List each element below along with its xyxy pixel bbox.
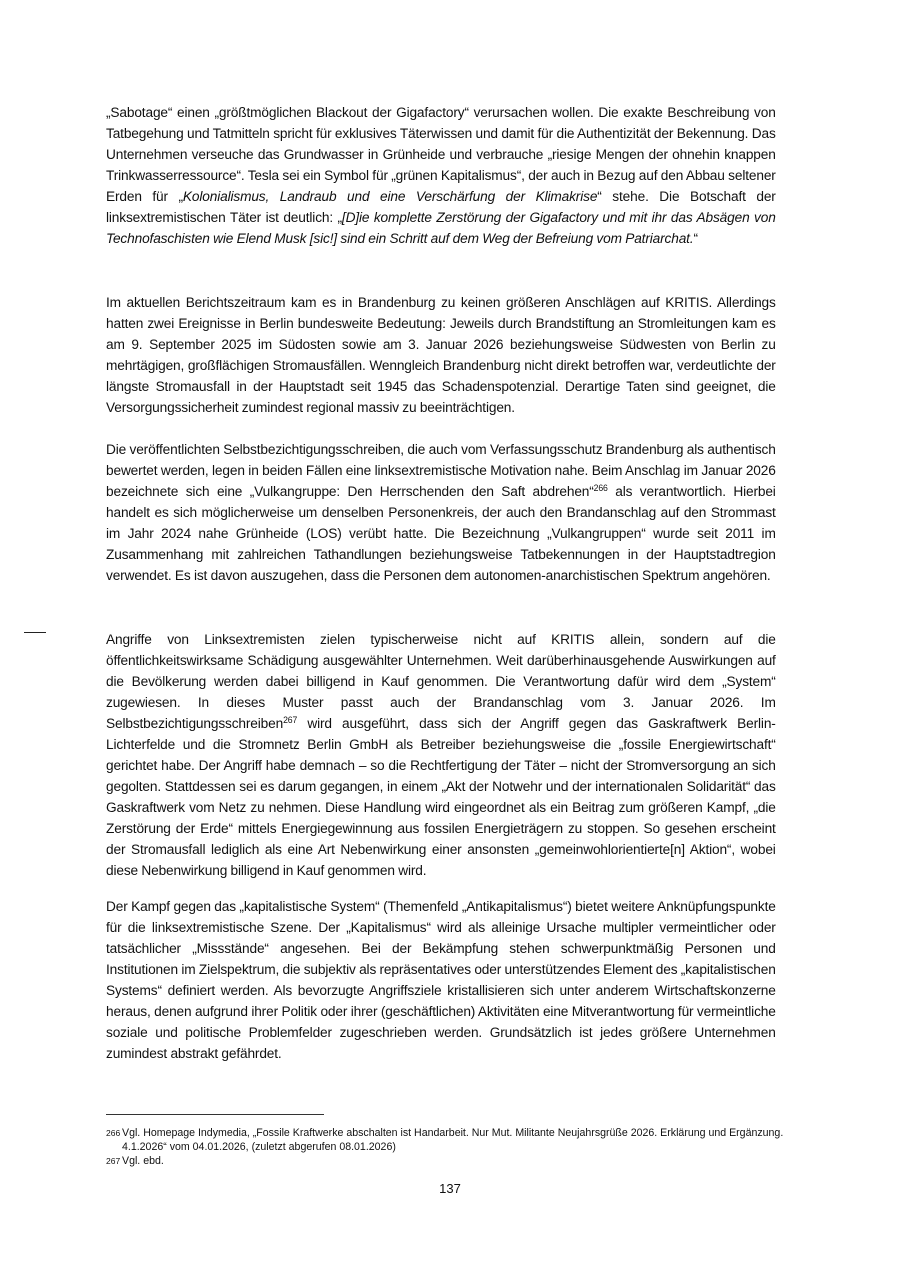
margin-mark: [24, 632, 46, 633]
body-paragraph: [106, 630, 776, 882]
paragraph-text: als verantwortlich. Hierbei handelt es sich möglicherweise um denselben Personenkreis, der auch den Brandanschlag auf den Strommast im Jahr 2024 nahe Grünheide (LOS) verübt hatte. Die Bezeichnung „Vulkangruppen“ wurde seit 2011 im Zusammenhang mit zahlreichen Tathandlungen beziehungsweise Tatbekennungen in der Hauptstadtregion verwendet. Es ist davon auszugehen, dass die Personen dem autonomen-anarchistischen Spektrum angehören.: [106, 484, 776, 584]
footnote-number: 267: [106, 1156, 121, 1166]
paragraph-text: Der Kampf gegen das „kapitalistische System“ (Themenfeld „Antikapitalismus“) bietet weitere Anknüpfungspunkte für die linksextremistische Szene. Der „Kapitalismus“ wird als alleinige Ursache multipler vermeintlicher oder tatsächlicher „Missstände“ angesehen. Bei der Bekämpfung stehen schwerpunktmäßig Personen und Institutionen im Zielspektrum, die subjektiv als repräsentatives oder unterstützendes Element des „kapitalistischen Systems“ definiert werden. Als bevorzugte Angriffsziele kristallisieren sich unter anderem Wirtschaftskonzerne heraus, denen aufgrund ihrer Politik oder ihrer (geschäftlichen) Aktivitäten eine Mitverantwortung für vermeintliche soziale und politische Problemfelder zugeschrieben werden. Grundsätzlich ist jedes größere Unternehmen zumindest abstrakt gefährdet.: [106, 899, 776, 1062]
footnote-number: 266: [106, 1128, 121, 1138]
footnote: [106, 1154, 800, 1168]
body-paragraph: [106, 897, 776, 1065]
footnote-separator: [106, 1114, 324, 1115]
quoted-text: Kolonialismus, Landraub und eine Verschärfung der Klimakrise: [182, 189, 598, 205]
body-paragraph: [106, 293, 776, 419]
paragraph-text: Die veröffentlichten Selbstbezichtigungsschreiben, die auch vom Verfassungsschutz Brandenburg als authentisch bewertet werden, legen in beiden Fällen eine linksextremistische Motivation nahe. Beim Anschlag im Januar 2026 bezeichnete sich eine „Vulkangruppe: Den Herrschenden den Saft abdrehen“: [106, 442, 776, 500]
body-paragraph: [106, 440, 776, 587]
quoted-text: [D]ie komplette Zerstörung der Gigafactory und mit ihr das Absägen von Technofaschisten wie Elend Musk [sic!] sind ein Schritt auf dem Weg der Befreiung vom Patriarchat.: [106, 210, 776, 247]
footnote-reference: 266: [593, 483, 608, 493]
paragraph-text: wird ausgeführt, dass sich der Angriff gegen das Gaskraftwerk Berlin-Lichterfelde und die Stromnetz Berlin GmbH als Betreiber beziehungsweise die „fossile Energiewirtschaft“ gerichtet habe. Der Angriff habe demnach – so die Rechtfertigung der Täter – nicht der Stromversorgung an sich gegolten. Stattdessen sei es darum gegangen, in einem „Akt der Notwehr und der internationalen Solidarität“ das Gaskraftwerk vom Netz zu nehmen. Diese Handlung wird eingeordnet als ein Beitrag zum größeren Kampf, „die Zerstörung der Erde“ mittels Energiegewinnung aus fossilen Energieträgern zu stoppen. So gesehen erscheint der Stromausfall lediglich als eine Art Nebenwirkung einer ansonsten „gemeinwohlorientierte[n] Aktion“, wobei diese Nebenwirkung billigend in Kauf genommen wird.: [106, 716, 776, 879]
page-number: 137: [439, 1181, 461, 1196]
paragraph-text: „Sabotage“ einen „größtmöglichen Blackout der Gigafactory“ verursachen wollen. Die exakte Beschreibung von Tatbegehung und Tatmitteln spricht für exklusives Täterwissen und damit für die Authentizität der Bekennung. Das Unternehmen verseuche das Grundwasser in Grünheide und verbrauche „riesige Mengen der ohnehin knappen Trinkwasserressource“. Tesla sei ein Symbol für „grünen Kapitalismus“, der auch in Bezug auf den Abbau seltener Erden für „: [106, 105, 776, 205]
footnote: [106, 1126, 800, 1154]
paragraph-text: Angriffe von Linksextremisten zielen typischerweise nicht auf KRITIS allein, sondern auf die öffentlichkeitswirksame Schädigung ausgewählter Unternehmen. Weit darüberhinausgehende Auswirkungen auf die Bevölkerung werden dabei billigend in Kauf genommen. Die Verantwortung dafür wird dem „System“ zugewiesen. In dieses Muster passt auch der Brandanschlag vom 3. Januar 2026. Im Selbstbezichtigungsschreiben: [106, 632, 776, 732]
paragraph-text: Im aktuellen Berichtszeitraum kam es in Brandenburg zu keinen größeren Anschlägen auf KRITIS. Allerdings hatten zwei Ereignisse in Berlin bundesweite Bedeutung: Jeweils durch Brandstiftung an Stromleitungen kam es am 9. September 2025 im Südosten sowie am 3. Januar 2026 beziehungsweise Südwesten von Berlin zu mehrtägigen, großflächigen Stromausfällen. Wenngleich Brandenburg nicht direkt betroffen war, verdeutlichte der längste Stromausfall in der Hauptstadt seit 1945 das Schadenspotenzial. Derartige Taten sind geeignet, die Versorgungssicherheit zumindest regional massiv zu beeinträchtigen.: [106, 295, 776, 416]
body-paragraph: [106, 103, 776, 250]
footnotes: [106, 1126, 800, 1168]
footnote-text: Vgl. Homepage Indymedia, „Fossile Kraftwerke abschalten ist Handarbeit. Nur Mut. Militante Neujahrsgrüße 2026. Erklärung und Ergänzung. 4.1.2026“ vom 04.01.2026, (zuletzt abgerufen 08.01.2026): [122, 1127, 784, 1153]
footnote-reference: 267: [283, 715, 298, 725]
footnote-text: Vgl. ebd.: [122, 1155, 164, 1167]
paragraph-text: “ stehe. Die Botschaft der linksextremistischen Täter ist deutlich: „: [106, 189, 776, 226]
paragraph-text: “: [693, 231, 698, 247]
